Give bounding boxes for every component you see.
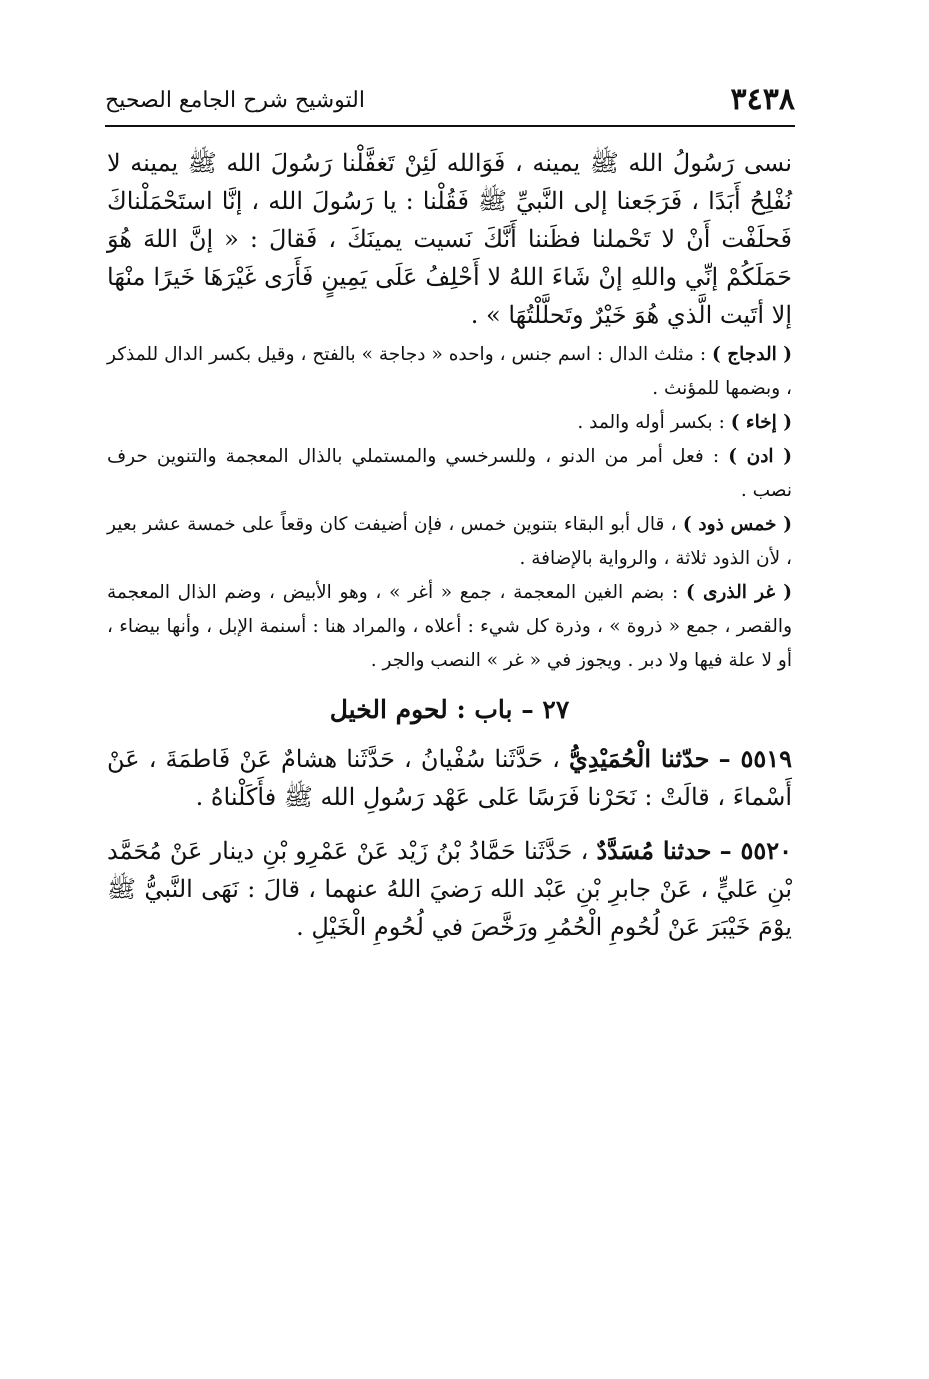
hadith-text: ، حَدَّثَنا سُفْيانُ ، حَدَّثَنا هشامٌ عَنْ فَاطمَةَ ، عَنْ أَسْماءَ ، قالَتْ : نَحَرْنا فَرَسًا عَلى عَهْد رَسُولِ الله ﷺ فأَكَلْناهُ . — [107, 745, 792, 811]
gloss-term: ( غر الذرى ) — [685, 582, 792, 603]
gloss-text: : فعل أمر من الدنو ، وللسرخسي والمستملي بالذال المعجمة والتنوين حرف نصب . — [107, 446, 792, 501]
hadith-text: ، حَدَّثَنا حَمَّادُ بْنُ زَيْد عَنْ عَمْرِو بْنِ دينار عَنْ مُحَمَّد بْنِ عَليٍّ ، عَنْ جابرِ بْنِ عَبْد الله رَضيَ اللهُ عنهما ، قالَ : نَهَى النَّبيُّ ﷺ يوْمَ خَيْبَرَ عَنْ لُحُومِ الْحُمُرِ ورَخَّصَ في لُحُومِ الْخَيْلِ . — [107, 837, 792, 941]
gloss-term: ( خمس ذود ) — [682, 514, 792, 535]
gloss-text: : مثلث الدال : اسم جنس ، واحده « دجاجة » بالفتح ، وقيل بكسر الدال للمذكر ، وبضمها للمؤنث . — [107, 344, 792, 399]
page-content — [107, 144, 792, 946]
gloss-entry — [107, 440, 792, 508]
gloss-term: ( الدجاج ) — [711, 344, 792, 365]
hadith-entry — [107, 740, 792, 816]
chapter-heading: ٢٧ – باب : لحوم الخيل — [329, 695, 570, 724]
page-header — [105, 78, 795, 126]
gloss-entry — [107, 576, 792, 678]
hadith-number: ٥٥١٩ – — [718, 744, 792, 773]
gloss-entry — [107, 338, 792, 406]
gloss-entry — [107, 508, 792, 576]
hadith-number: ٥٥٢٠ – — [719, 836, 792, 865]
gloss-entry — [107, 406, 792, 440]
gloss-text: ، قال أبو البقاء بتنوين خمس ، فإن أضيفت كان وقعاً على خمسة عشر بعير ، لأن الذود ثلاثة ، والرواية بالإضافة . — [107, 514, 792, 569]
gloss-text: : بكسر أوله والمد . — [577, 412, 731, 433]
hadith-narrator: حدّثنا الْحُمَيْدِيُّ — [569, 744, 710, 773]
hadith-continuation: نسى رَسُولُ الله ﷺ يمينه ، فَوَالله لَئِنْ تَغفَّلْنا رَسُولَ الله ﷺ يمينه لا نُفْلِحُ أَبَدًا ، فَرَجَعنا إلى النَّبيِّ ﷺ فَقُلْنا : يا رَسُولَ الله ، إنَّا استَحْمَلْناكَ فَحلَفْت أَنْ لا تَحْملنا فظَننا أَنَّكَ نَسيت يمينَكَ ، فَقالَ : « إنَّ اللهَ هُوَ حَمَلَكُمْ إنِّي واللهِ إنْ شَاءَ اللهُ لا أَحْلِفُ عَلَى يَمِينٍ فَأَرَى غَيْرَهَا خَيرًا منْهَا إلا أتَيت الَّذي هُوَ خَيْرٌ وتَحلَّلْتُهَا » . — [107, 149, 792, 329]
running-title: التوشيح شرح الجامع الصحيح — [105, 88, 365, 113]
header-rule — [105, 125, 795, 127]
page-number: ٣٤٣٨ — [730, 82, 795, 117]
hadith-entry — [107, 832, 792, 946]
gloss-term: ( إخاء ) — [730, 412, 792, 433]
gloss-term: ( ادن ) — [728, 446, 792, 467]
gloss-text: : بضم الغين المعجمة ، جمع « أغر » ، وهو الأبيض ، وضم الذال المعجمة والقصر ، جمع « ذروة » ، وذرة كل شيء : أعلاه ، والمراد هنا : أسنمة الإبل ، وأنها بيضاء ، أو لا علة فيها ولا دبر . ويجوز في « غر » النصب والجر . — [107, 582, 792, 671]
hadith-narrator: حدثنا مُسَدَّدٌ — [596, 836, 712, 865]
